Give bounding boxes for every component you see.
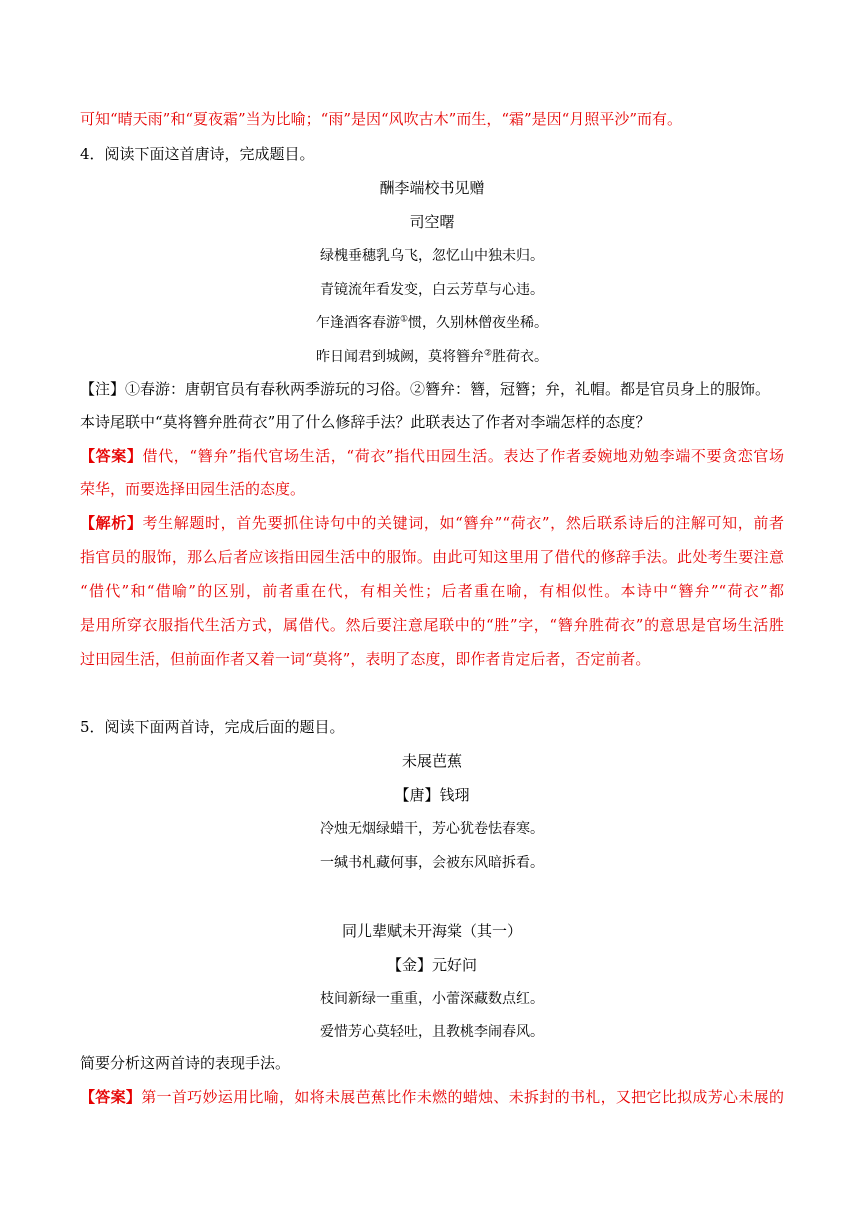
footnote-marker: ② xyxy=(483,348,493,359)
analysis-text: 考生解题时，首先要抓住诗句中的关键词，如“簪弁”“荷衣”，然后联系诗后的注解可知，前者 xyxy=(142,514,784,532)
answer-line: 荣华，而要选择田园生活的态度。 xyxy=(80,480,306,498)
poem-title: 酬李端校书见赠 xyxy=(379,179,485,197)
previous-answer-tail: 可知“晴天雨”和“夏夜霜”当为比喻；“雨”是因“风吹古木”而生，“霜”是因“月照平沙”而有。 xyxy=(80,110,683,128)
analysis-tag: 【解析】 xyxy=(80,514,143,532)
answer-tag: 【答案】 xyxy=(80,1088,142,1106)
question-5-prompt: 5．阅读下面两首诗，完成后面的题目。 xyxy=(80,718,345,736)
analysis-line: “借代”和“借喻”的区别，前者重在代，有相关性；后者重在喻，有相似性。本诗中“簪弁”“荷衣”都 xyxy=(80,582,784,600)
answer-tag: 【答案】 xyxy=(80,447,143,465)
footnote-marker: ① xyxy=(399,314,409,325)
poem-author: 司空曙 xyxy=(409,213,455,231)
analysis-line: 是用所穿衣服指代生活方式，属借代。然后要注意尾联中的“胜”字，“簪弁胜荷衣”的意思是官场生活胜 xyxy=(80,616,784,634)
poem1-line: 冷烛无烟绿蜡干，芳心犹卷怯春寒。 xyxy=(320,821,544,837)
poem-line xyxy=(80,346,784,368)
question-5-text: 简要分析这两首诗的表现手法。 xyxy=(80,1054,291,1072)
poem-line-part: 昨日闻君到城阙，莫将簪弁 xyxy=(315,349,484,365)
poem2-line: 枝间新绿一重重，小蕾深藏数点红。 xyxy=(320,991,544,1007)
answer-text: 借代，“簪弁”指代官场生活，“荷衣”指代田园生活。表达了作者委婉地劝勉李端不要贪恋官场 xyxy=(142,447,784,465)
analysis-line: 过田园生活，但前面作者又着一词“莫将”，表明了态度，即作者肯定后者，否定前者。 xyxy=(80,650,651,668)
analysis-line: 指官员的服饰，那么后者应该指田园生活中的服饰。由此可知这里用了借代的修辞手法。此处考生要注意 xyxy=(80,548,784,566)
analysis-line xyxy=(80,512,784,534)
poem2-line: 爱惜芳心莫轻吐，且教桃李闹春风。 xyxy=(320,1024,544,1040)
poem-line: 青镜流年看发变，白云芳草与心违。 xyxy=(320,282,544,298)
poem1-line: 一缄书札藏何事，会被东风暗拆看。 xyxy=(320,855,544,871)
answer-text: 第一首巧妙运用比喻，如将未展芭蕉比作未燃的蜡烛、未拆封的书札，又把它比拟成芳心未展的 xyxy=(141,1088,784,1106)
question-4-prompt: 4．阅读下面这首唐诗，完成题目。 xyxy=(80,145,315,163)
poem2-author: 【金】元好问 xyxy=(386,956,477,974)
poem-line-part: 乍逢酒客春游 xyxy=(315,315,400,331)
poem-note: 【注】①春游：唐朝官员有春秋两季游玩的习俗。②簪弁：簪，冠簪；弁，礼帽。都是官员身上的服饰。 xyxy=(80,380,771,398)
poem2-title: 同儿辈赋未开海棠（其一） xyxy=(341,922,522,940)
answer-line xyxy=(80,1086,784,1108)
poem-line-part: 胜荷衣。 xyxy=(492,349,549,365)
poem-line-part: 惯，久别林僧夜坐稀。 xyxy=(408,315,549,331)
answer-line xyxy=(80,445,784,467)
poem1-title: 未展芭蕉 xyxy=(401,752,462,770)
poem-line: 绿槐垂穗乳乌飞，忽忆山中独未归。 xyxy=(320,248,544,264)
poem1-author: 【唐】钱珝 xyxy=(394,786,470,804)
poem-line xyxy=(80,312,784,334)
question-4-text: 本诗尾联中“莫将簪弁胜荷衣”用了什么修辞手法？此联表达了作者对李端怎样的态度？ xyxy=(80,413,651,431)
